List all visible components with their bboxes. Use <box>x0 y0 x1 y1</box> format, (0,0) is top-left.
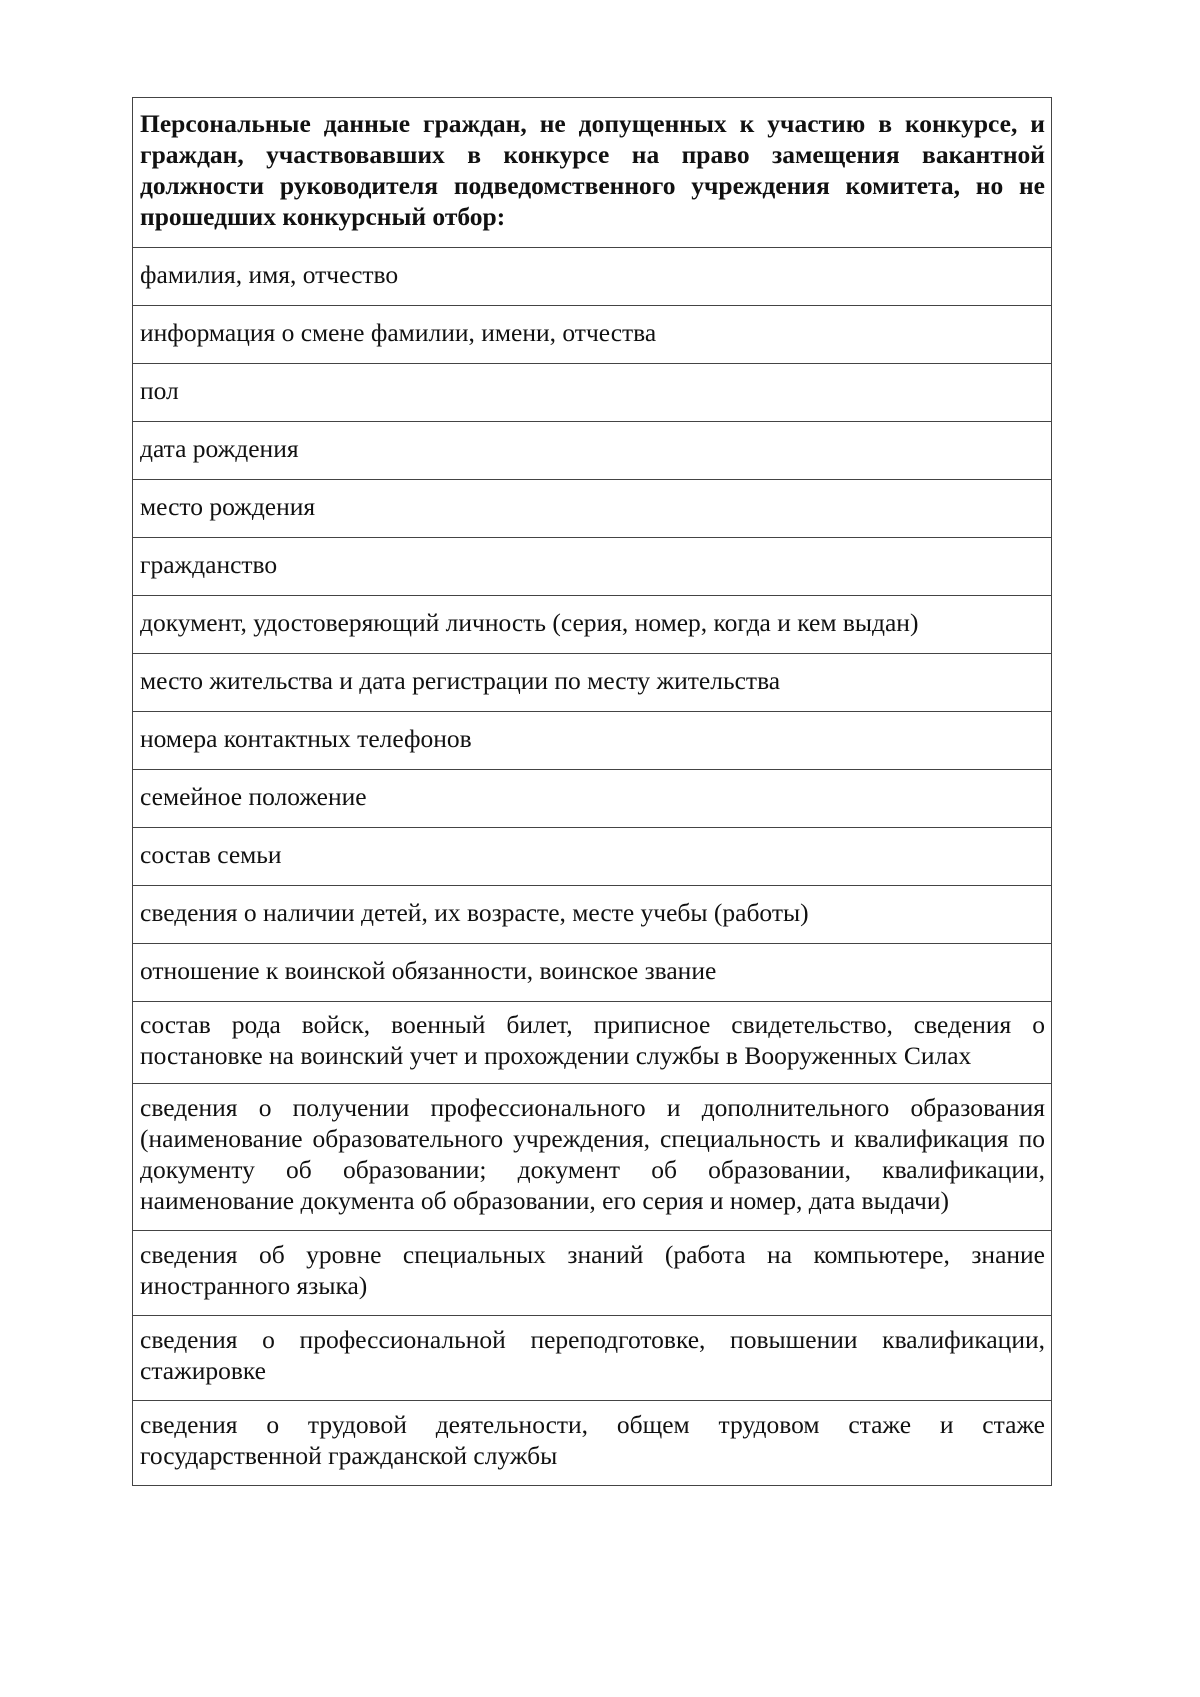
table-cell: сведения о трудовой деятельности, общем трудовом стаже и стаже государственной гражданской службы <box>133 1401 1052 1486</box>
table-row <box>133 712 1052 770</box>
table-cell: информация о смене фамилии, имени, отчества <box>133 306 1052 364</box>
table-row <box>133 596 1052 654</box>
table-cell: сведения о получении профессионального и дополнительного образования (наименование образовательного учреждения, специальность и квалификация по документу об образовании; документ об образовании, квалификации, наименование документа об образовании, его серия и номер, дата выдачи) <box>133 1084 1052 1231</box>
table-cell: документ, удостоверяющий личность (серия, номер, когда и кем выдан) <box>133 596 1052 654</box>
table-cell: сведения о профессиональной переподготовке, повышении квалификации, стажировке <box>133 1316 1052 1401</box>
table-row <box>133 1401 1052 1486</box>
table-cell: номера контактных телефонов <box>133 712 1052 770</box>
table-row <box>133 538 1052 596</box>
table-cell: состав рода войск, военный билет, приписное свидетельство, сведения о постановке на воинский учет и прохождении службы в Вооруженных Силах <box>133 1002 1052 1084</box>
table-row <box>133 1316 1052 1401</box>
table-cell: состав семьи <box>133 828 1052 886</box>
table-row <box>133 828 1052 886</box>
table-row <box>133 1002 1052 1084</box>
table-cell: дата рождения <box>133 422 1052 480</box>
table-cell: сведения о наличии детей, их возрасте, месте учебы (работы) <box>133 886 1052 944</box>
table-cell: место жительства и дата регистрации по месту жительства <box>133 654 1052 712</box>
table-row <box>133 886 1052 944</box>
table-row <box>133 1084 1052 1231</box>
table-cell: отношение к воинской обязанности, воинское звание <box>133 944 1052 1002</box>
table-row <box>133 1231 1052 1316</box>
table-row <box>133 480 1052 538</box>
table-row <box>133 248 1052 306</box>
table-cell: гражданство <box>133 538 1052 596</box>
table-row <box>133 306 1052 364</box>
table-row <box>133 364 1052 422</box>
table-header-row <box>133 98 1052 248</box>
table-row <box>133 770 1052 828</box>
personal-data-table <box>132 97 1052 1486</box>
table-cell: пол <box>133 364 1052 422</box>
table-header-cell: Персональные данные граждан, не допущенных к участию в конкурсе, и граждан, участвовавших в конкурсе на право замещения вакантной должности руководителя подведомственного учреждения комитета, но не прошедших конкурсный отбор: <box>133 98 1052 248</box>
table-cell: семейное положение <box>133 770 1052 828</box>
table-row <box>133 422 1052 480</box>
table-row <box>133 944 1052 1002</box>
table-row <box>133 654 1052 712</box>
table-cell: сведения об уровне специальных знаний (работа на компьютере, знание иностранного языка) <box>133 1231 1052 1316</box>
table-cell: место рождения <box>133 480 1052 538</box>
table-cell: фамилия, имя, отчество <box>133 248 1052 306</box>
